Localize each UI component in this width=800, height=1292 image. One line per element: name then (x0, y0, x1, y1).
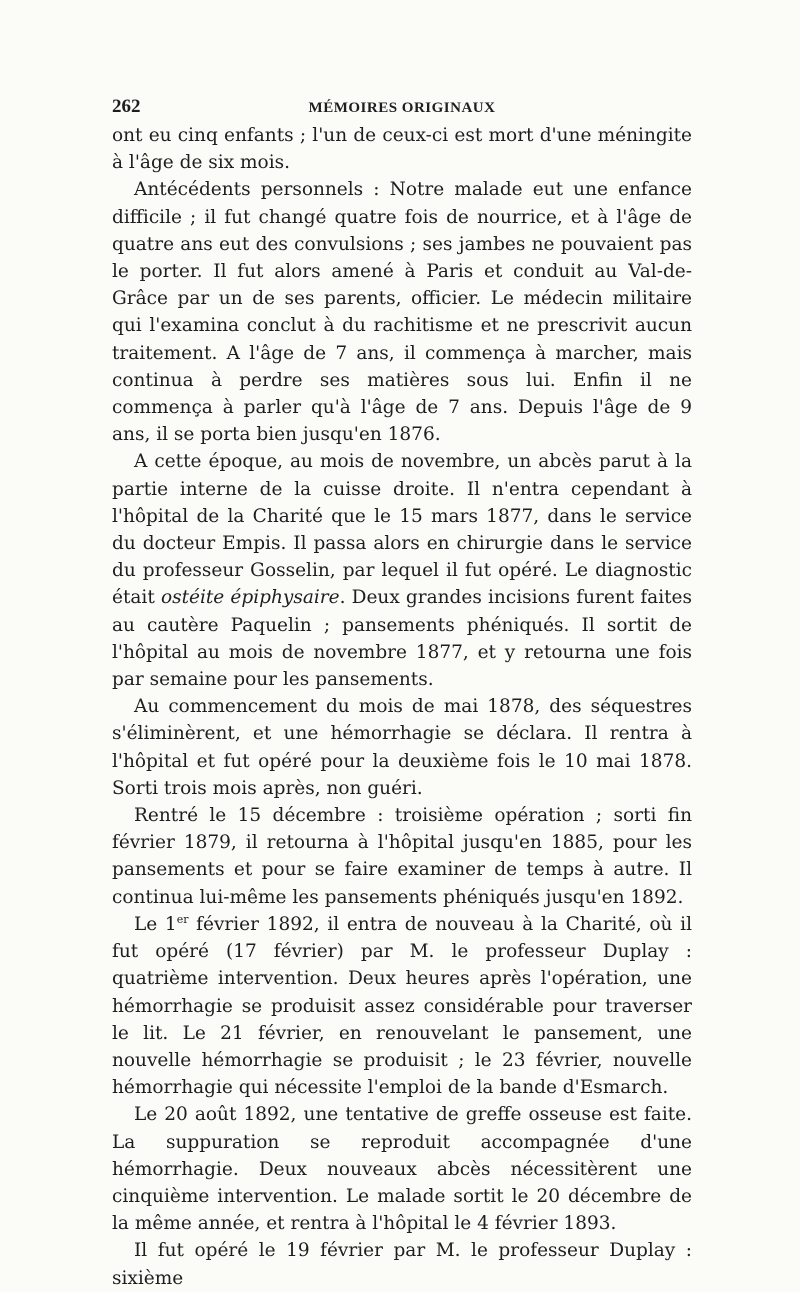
page-header (112, 96, 692, 122)
running-head: MÉMOIRES ORIGINAUX (308, 100, 496, 116)
paragraph-fevrier-1892 (112, 911, 692, 1101)
paragraph-abcess-after: . Deux grandes incisions furent faites au cautère Paquelin ; pansements phéniqués. Il sortit de l'hôpital au mois de novembre 1877, et y retourna une fois par semaine pour les pansements. (112, 587, 692, 691)
body-text (112, 122, 692, 1292)
paragraph-continued: ont eu cinq enfants ; l'un de ceux-ci est mort d'une méningite à l'âge de six mois. (112, 125, 692, 174)
paragraph-abcess-before: A cette époque, au mois de novembre, un abcès parut à la partie interne de la cuisse droite. Il n'entra cependant à l'hôpital de la Charité que le 15 mars 1877, dans le service du docteur Empis. Il passa alors en chirurgie dans le service du professeur Gosselin, par lequel il fut opéré. Le diagnostic était (112, 451, 692, 609)
paragraph-fevrier-after: février 1892, il entra de nouveau à la Charité, où il fut opéré (17 février) par M. le professeur Duplay : quatrième intervention. Deux heures après l'opération, une hémorrhagie se produisit assez considérable pour traverser le lit. Le 21 février, en renouvelant le pansement, une nouvelle hémorrhagie se produisit ; le 23 février, nouvelle hémorrhagie qui nécessite l'emploi de la bande d'Esmarch. (112, 913, 692, 1099)
paragraph-antecedents: Antécédents personnels : Notre malade eut une enfance difficile ; il fut changé quatre fois de nourrice, et à l'âge de quatre ans eut des convulsions ; ses jambes ne pouvaient pas le porter. Il fut alors amené à Paris et conduit au Val-de-Grâce par un de ses parents, officier. Le médecin militaire qui l'examina conclut à du rachitisme et ne prescrivit aucun traitement. A l'âge de 7 ans, il commença à marcher, mais continua à perdre ses matières sous lui. Enfin il ne commença à parler qu'à l'âge de 7 ans. Depuis l'âge de 9 ans, il se porta bien jusqu'en 1876. (112, 179, 692, 446)
paragraph-rentre: Rentré le 15 décembre : troisième opération ; sorti fin février 1879, il retourna à l'hôpital jusqu'en 1885, pour les pansements et pour se faire examiner de temps à autre. Il continua lui-même les pansements phéniqués jusqu'en 1892. (112, 805, 692, 908)
paragraph-greffe: Le 20 août 1892, une tentative de greffe osseuse est faite. La suppuration se reproduit accompagnée d'une hémorrhagie. Deux nouveaux abcès nécessitèrent une cinquième intervention. Le malade sortit le 20 décembre de la même année, et rentra à l'hôpital le 4 février 1893. (112, 1104, 692, 1235)
paragraph-sequestres: Au commencement du mois de mai 1878, des séquestres s'éliminèrent, et une hémorrhagie se déclara. Il rentra à l'hôpital et fut opéré pour la deuxième fois le 10 mai 1878. Sorti trois mois après, non guéri. (112, 696, 692, 799)
paragraph-fevrier-lead: Le 1 (134, 913, 177, 935)
paragraph-sixieme: Il fut opéré le 19 février par M. le professeur Duplay : sixième (112, 1240, 692, 1289)
diagnosis-emphasis: ostéite épiphysaire (160, 587, 340, 609)
paragraph-abcess (112, 448, 692, 693)
ordinal-superscript: er (176, 912, 189, 926)
page-number: 262 (112, 96, 141, 117)
